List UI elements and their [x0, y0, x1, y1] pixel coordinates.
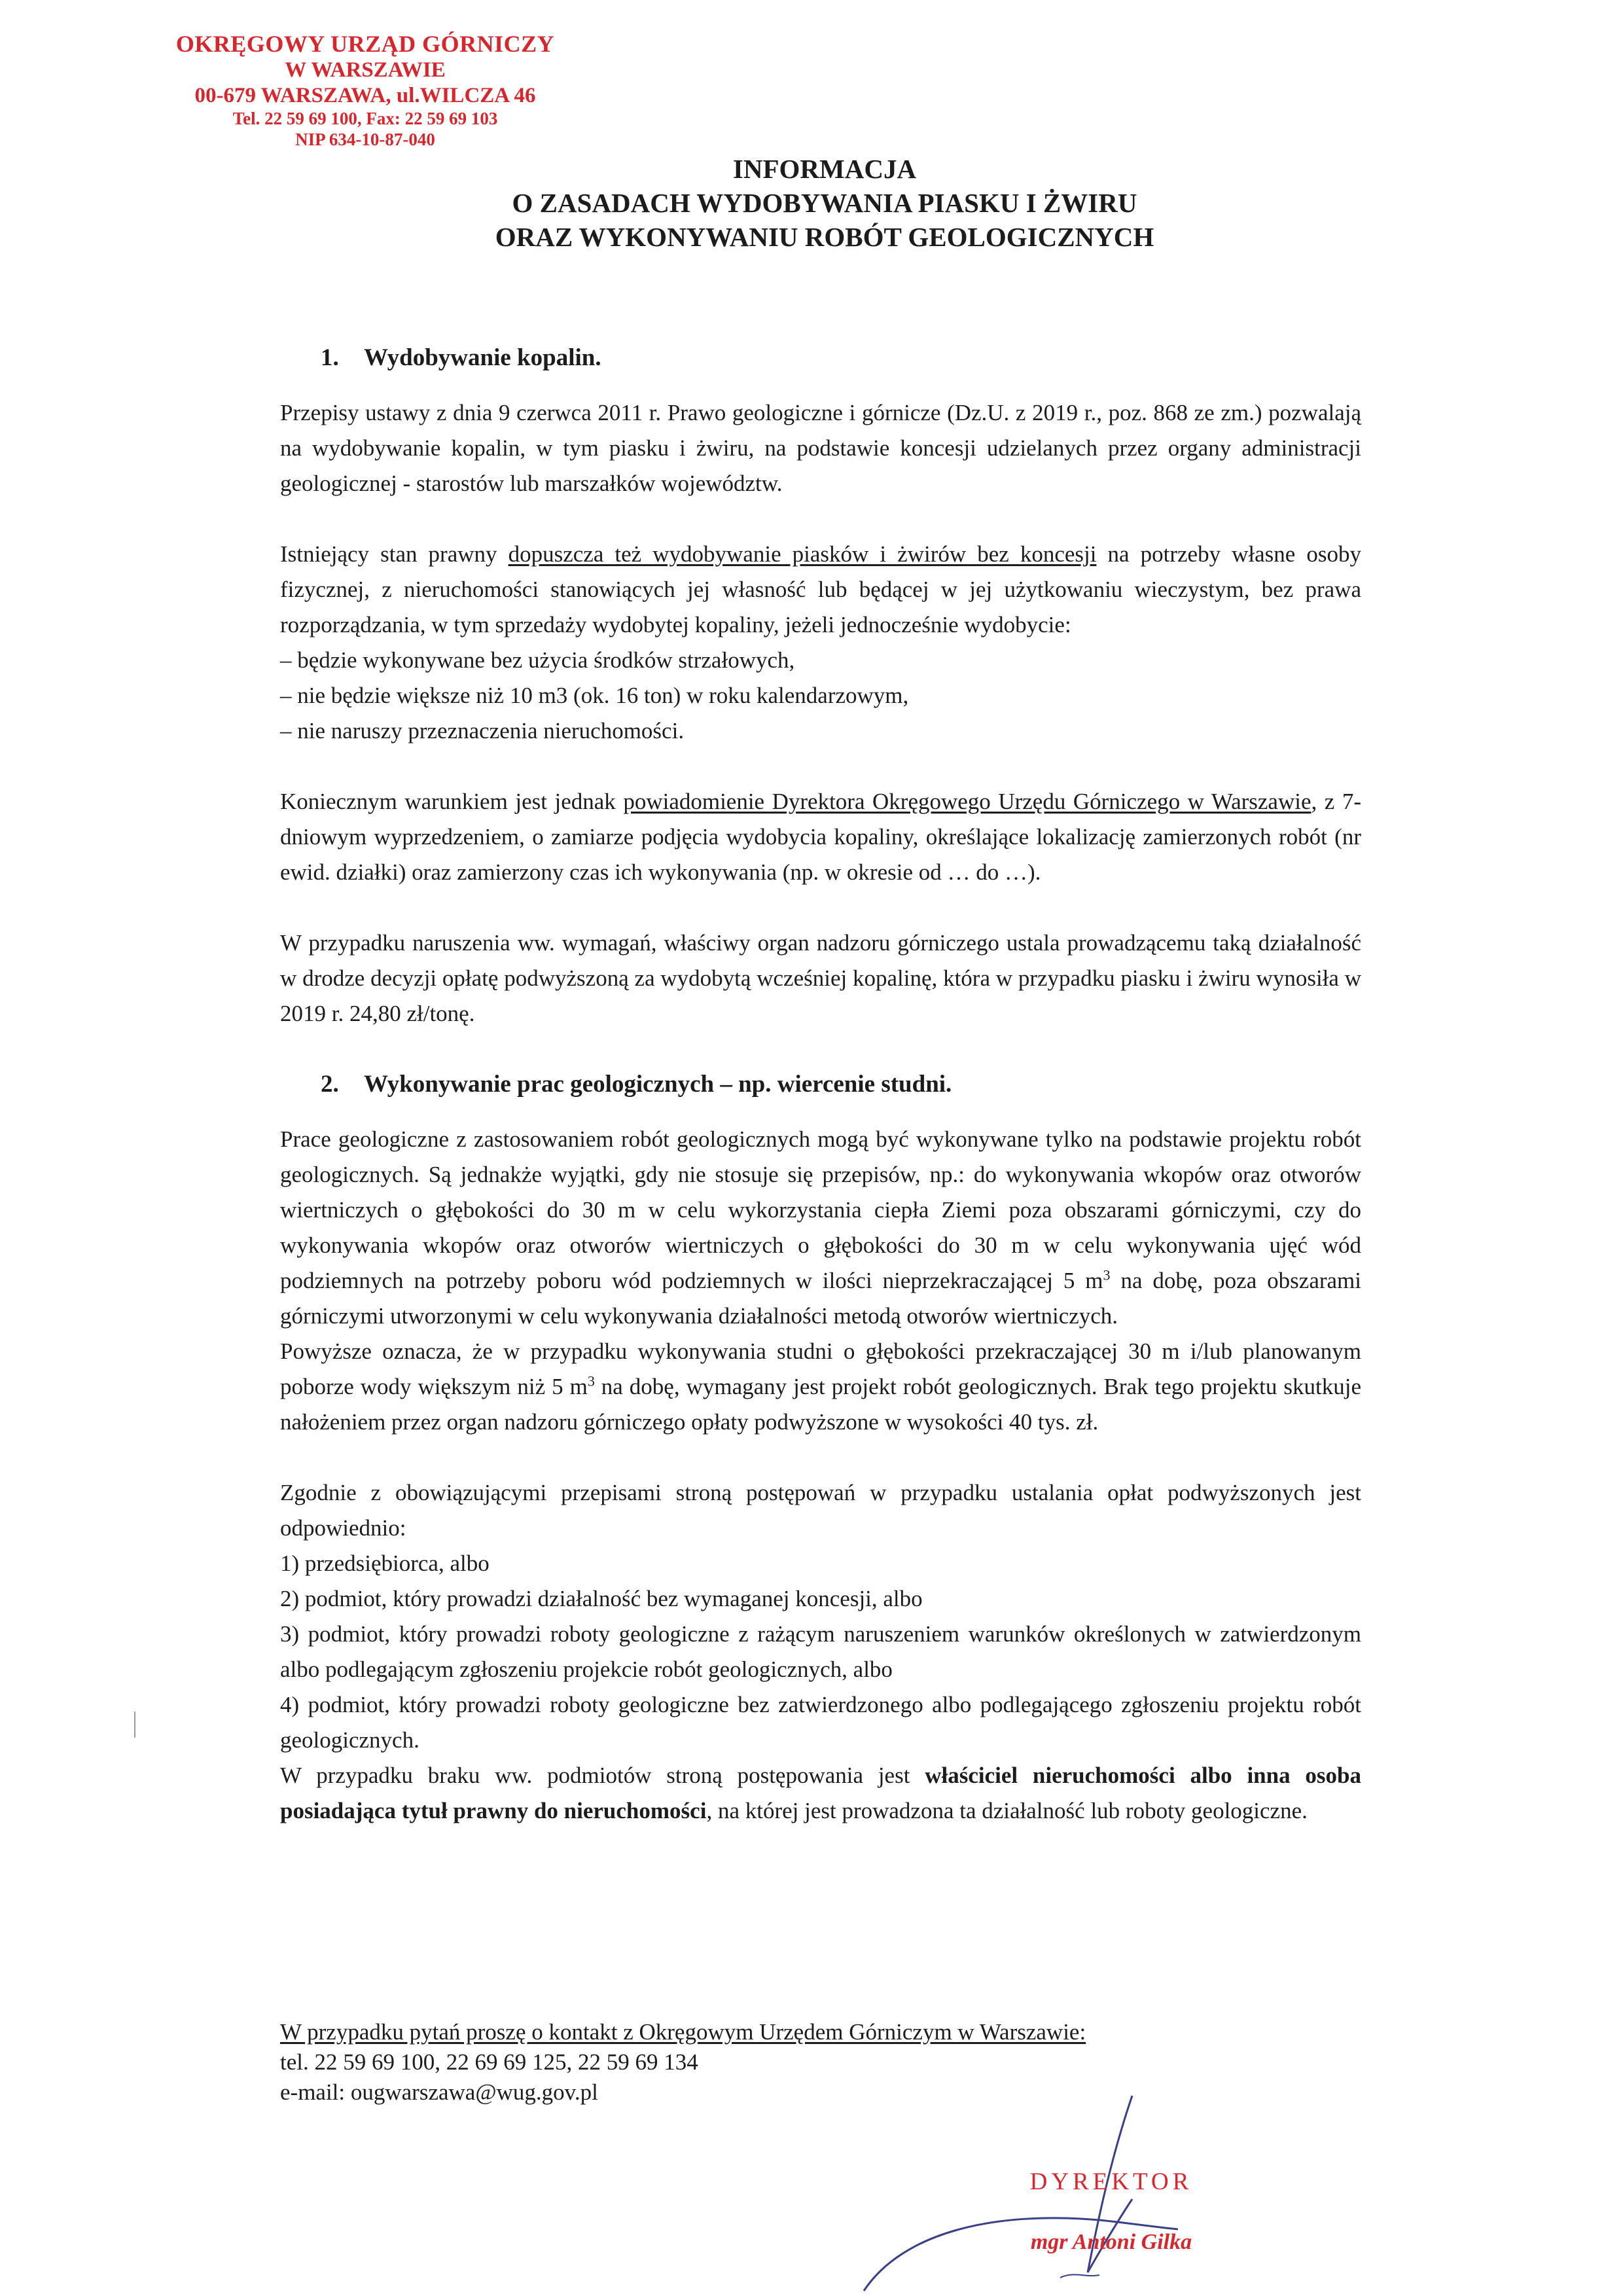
bullet-item: – będzie wykonywane bez użycia środków strzałowych,: [280, 647, 795, 673]
title-line-2: O ZASADACH WYDOBYWANIA PIASKU I ŻWIRU: [512, 188, 1137, 218]
paragraph-text: na dobę, wymagany jest projekt robót geologicznych. Brak tego projektu skutkuje nałożeniem przez organ nadzoru górniczego opłaty podwyższone w wysokości 40 tys. zł.: [280, 1374, 1361, 1435]
paragraph-text: na dobę, poza obszarami górniczymi utworzonymi w celu wykonywania działalności metodą otworów wiertniczych.: [280, 1268, 1361, 1329]
section-2-number: 2.: [321, 1071, 339, 1098]
section-1-paragraph-3: [280, 784, 1361, 890]
paragraph-text: W przypadku braku ww. podmiotów stroną postępowania jest: [280, 1763, 925, 1788]
stamp-office-name: OKRĘGOWY URZĄD GÓRNICZY: [175, 31, 555, 57]
list-item: 4) podmiot, który prowadzi roboty geologiczne bez zatwierdzonego albo podlegającego zgłoszeniu projektu robót geologicznych.: [280, 1692, 1361, 1753]
section-2-title: Wykonywanie prac geologicznych – np. wiercenie studni.: [364, 1071, 952, 1098]
paragraph-text: Prace geologiczne z zastosowaniem robót geologicznych mogą być wykonywane tylko na podstawie projektu robót geologicznych. Są jednakże wyjątki, gdy nie stosuje się przepisów, np.: do wykonywania wkopów oraz otworów wiertniczych o głębokości do 30 m w celu wykorzystania ciepła Ziemi poza obszarami górniczymi, czy do wykonywania wkopów oraz otworów wiertniczych o głębokości do 30 m w celu wykonywania ujęć wód podziemnych na potrzeby poboru wód podziemnych w ilości nieprzekraczającej 5 m: [280, 1126, 1361, 1293]
section-2-paragraph-1: [280, 1122, 1361, 1334]
signature-name: mgr Antoni Gilka: [1030, 2230, 1192, 2254]
section-2-heading: [280, 1067, 1361, 1102]
section-2-paragraph-4: [280, 1758, 1361, 1829]
signature-title: DYREKTOR: [1029, 2168, 1193, 2195]
underlined-text: dopuszcza też wydobywanie piasków i żwirów bez koncesji: [508, 541, 1097, 567]
title-line-3: ORAZ WYKONYWANIU ROBÓT GEOLOGICZNYCH: [495, 222, 1154, 252]
contact-phones: tel. 22 59 69 100, 22 69 69 125, 22 59 69 134: [280, 2049, 698, 2075]
paragraph-text: Powyższe oznacza, że w przypadku wykonywania studni o głębokości przekraczającej 30 m i/lub planowanym poborze wody większym niż 5 m: [280, 1338, 1361, 1399]
list-item: 3) podmiot, który prowadzi roboty geologiczne z rażącym naruszeniem warunków określonych w zatwierdzonym albo podlegającym zgłoszeniu projekcie robót geologicznych, albo: [280, 1621, 1361, 1682]
document-title: [366, 152, 1283, 254]
signature-stamp: [974, 2168, 1249, 2255]
paragraph-text: , na której jest prowadzona ta działalność lub roboty geologiczne.: [706, 1798, 1308, 1823]
document-body: [280, 340, 1361, 1829]
section-1-number: 1.: [321, 344, 339, 371]
section-1-heading: [280, 340, 1361, 376]
list-item: 2) podmiot, który prowadzi działalność bez wymaganej koncesji, albo: [280, 1586, 923, 1611]
section-1-paragraph-1: Przepisy ustawy z dnia 9 czerwca 2011 r. Prawo geologiczne i górnicze (Dz.U. z 2019 r., poz. 868 ze zm.) pozwalają na wydobywanie kopalin, w tym piasku i żwiru, na podstawie koncesji udzielanych przez organy administracji geologicznej - starostów lub marszałków województw.: [280, 400, 1361, 496]
bullet-item: – nie naruszy przeznaczenia nieruchomości.: [280, 718, 685, 744]
stamp-city: W WARSZAWIE: [285, 58, 446, 82]
paragraph-text: , z 7-dniowym wyprzedzeniem, o zamiarze podjęcia wydobycia kopaliny, określające lokalizację zamierzonych robót (nr ewid. działki) oraz zamierzony czas ich wykonywania (np. w okresie od … do …).: [280, 789, 1361, 885]
stamp-phone: Tel. 22 59 69 100, Fax: 22 59 69 103: [232, 109, 498, 129]
underlined-text: powiadomienie Dyrektora Okręgowego Urzędu Górniczego w Warszawie: [623, 789, 1311, 814]
office-stamp: [156, 30, 575, 151]
section-1-title: Wydobywanie kopalin.: [364, 344, 601, 371]
stamp-nip: NIP 634-10-87-040: [295, 130, 435, 150]
section-2-paragraph-2: [280, 1334, 1361, 1440]
paragraph-text: Istniejący stan prawny: [280, 541, 508, 567]
section-1-paragraph-4: W przypadku naruszenia ww. wymagań, właściwy organ nadzoru górniczego ustala prowadzącemu taką działalność w drodze decyzji opłatę podwyższoną za wydobytą wcześniej kopalinę, która w przypadku piasku i żwiru wynosiła w 2019 r. 24,80 zł/tonę.: [280, 930, 1361, 1026]
paragraph-text: na potrzeby własne osoby fizycznej, z nieruchomości stanowiących jej własność lub będącej w jej użytkowaniu wieczystym, bez prawa rozporządzania, w tym sprzedaży wydobytej kopaliny, jeżeli jednocześnie wydobycie:: [280, 541, 1362, 637]
superscript: 3: [587, 1372, 595, 1390]
bullet-item: – nie będzie większe niż 10 m3 (ok. 16 ton) w roku kalendarzowym,: [280, 683, 909, 708]
list-item: 1) przedsiębiorca, albo: [280, 1551, 490, 1576]
section-2-paragraph-3: Zgodnie z obowiązującymi przepisami stroną postępowań w przypadku ustalania opłat podwyższonych jest odpowiednio:: [280, 1480, 1361, 1541]
bold-text: właściciel nieruchomości albo inna osoba posiadająca tytuł prawny do nieruchomości: [280, 1763, 1361, 1823]
contact-email: e-mail: ougwarszawa@wug.gov.pl: [280, 2079, 598, 2105]
margin-mark: [134, 1712, 135, 1738]
contact-intro: W przypadku pytań proszę o kontakt z Okręgowym Urzędem Górniczym w Warszawie:: [280, 2019, 1086, 2045]
superscript: 3: [1103, 1266, 1111, 1283]
section-1-paragraph-2: [280, 537, 1361, 643]
stamp-address: 00-679 WARSZAWA, ul.WILCZA 46: [194, 84, 536, 108]
paragraph-text: Koniecznym warunkiem jest jednak: [280, 789, 624, 814]
title-line-1: INFORMACJA: [732, 154, 917, 184]
